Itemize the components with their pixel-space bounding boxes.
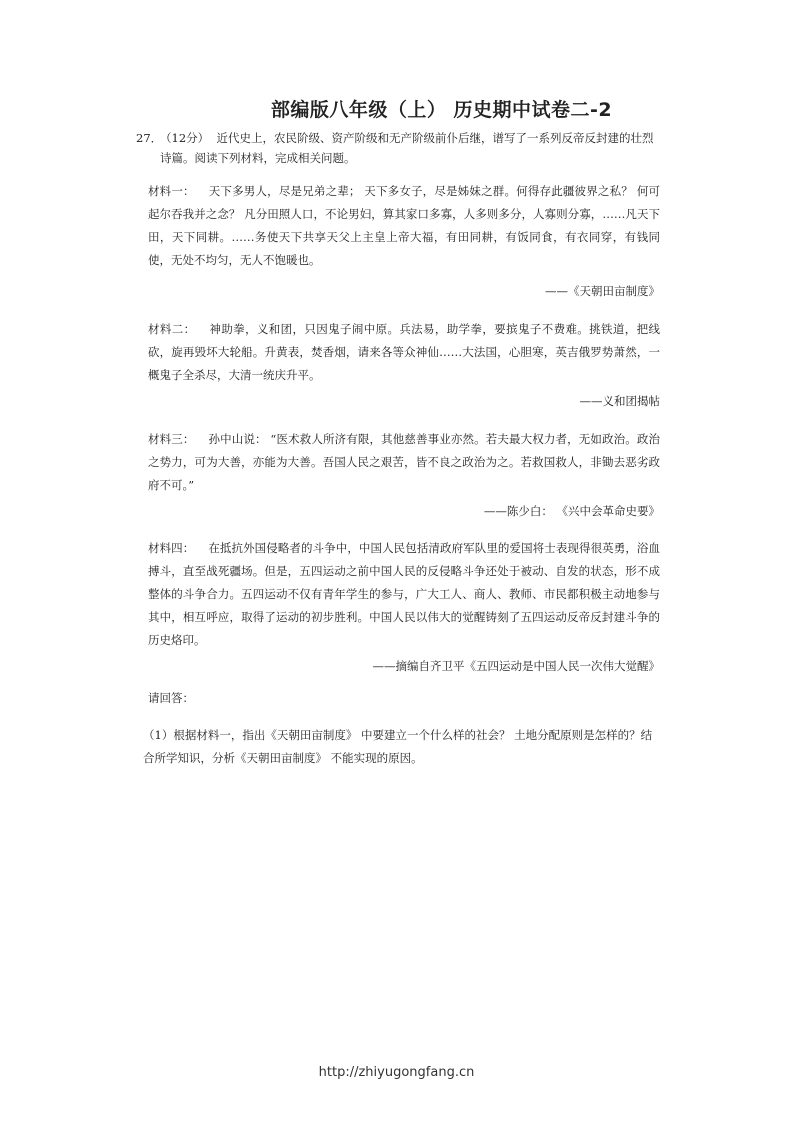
material-2 [148,318,660,387]
material-3 [148,428,660,497]
material-text: 神助拳，义和团，只因鬼子闹中原。兵法易，助学拳，要摈鬼子不费难。挑铁道，把线砍，旋再毁坏大轮船。升黄表，焚香烟，请来各等众神仙……大法国，心胆寒，英吉俄罗势萧然，一概鬼子全杀尽，大清一统庆升平。 [148,322,661,382]
material-source: ——陈少白： 《兴中会革命史要》 [483,504,660,518]
question-points: （12分） [160,131,210,145]
ask-label: 请回答： [148,691,194,705]
material-source: ——《天朝田亩制度》 [545,284,660,298]
sub-question-1: （1）根据材料一，指出《天朝田亩制度》 中要建立一个什么样的社会？ 土地分配原则是怎样的？结合所学知识，分析《天朝田亩制度》 不能实现的原因。 [143,728,653,765]
page-title: 部编版八年级（上） 历史期中试卷二-2 [270,99,613,121]
question-number: 27． [136,131,163,145]
material-text: 孙中山说： “医术救人所济有限，其他慈善事业亦然。若夫最大权力者，无如政治。政治之势力，可为大善，亦能为大善。吾国人民之艰苦，皆不良之政治为之。若救国救人，非锄去恶劣政府不可。” [148,432,661,492]
material-source: ——义和团揭帖 [579,394,660,408]
material-text: 天下多男人，尽是兄弟之辈； 天下多女子，尽是姊妹之群。何得存此疆彼界之私？ 何可起尔吞我并之念？ 凡分田照人口，不论男妇，算其家口多寡，人多则多分，人寡则分寡，……凡天下田，天下同耕。……务使天下共享天父上主皇上帝大福，有田同耕，有饭同食，有衣同穿，有钱同使，无处不均匀，无人不饱暖也。 [148,184,660,267]
material-text: 在抵抗外国侵略者的斗争中，中国人民包括清政府军队里的爱国将士表现得很英勇，浴血搏斗，直至战死疆场。但是，五四运动之前中国人民的反侵略斗争还处于被动、自发的状态，形不成整体的斗争合力。五四运动不仅有青年学生的参与，广大工人、商人、教师、市民都积极主动地参与其中，相互呼应，取得了运动的初步胜利。中国人民以伟大的觉醒铸刻了五四运动反帝反封建斗争的历史烙印。 [148,541,661,647]
material-label: 材料二： [148,322,196,336]
material-label: 材料三： [148,432,195,446]
material-label: 材料一： [148,184,195,198]
material-1 [148,180,660,272]
material-source: ——摘编自齐卫平《五四运动是中国人民一次伟大觉醒》 [372,659,660,673]
question-intro-text: 近代史上，农民阶级、资产阶级和无产阶级前仆后继，谱写了一系列反帝反封建的壮烈诗篇。阅读下列材料，完成相关问题。 [160,131,654,165]
material-label: 材料四： [148,541,195,555]
footer-url: http://zhiyugongfang.cn [318,1065,475,1080]
question-intro [160,128,660,168]
material-4 [148,537,660,652]
